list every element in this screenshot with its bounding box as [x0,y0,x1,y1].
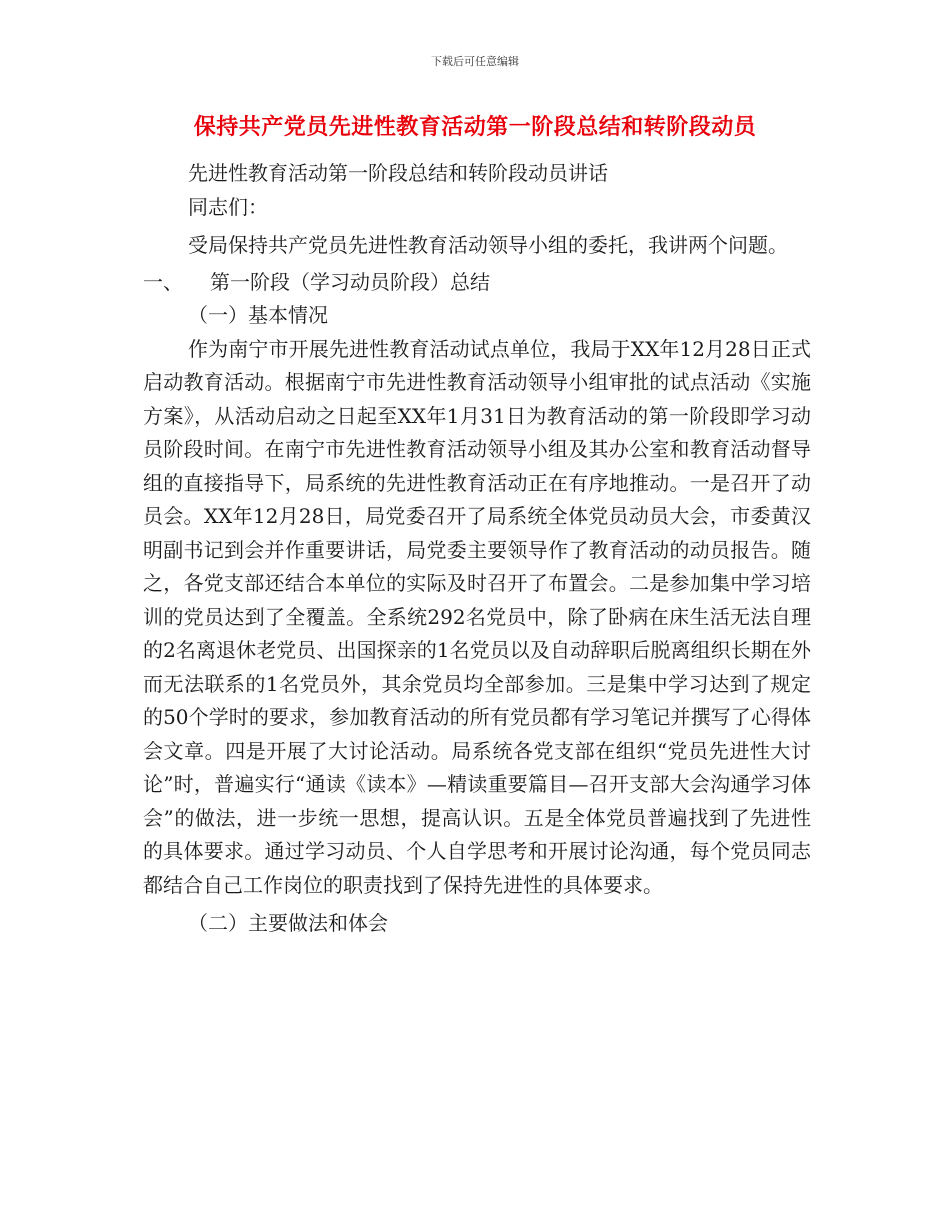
section-heading-1 [143,266,811,300]
body-paragraph-1: 作为南宁市开展先进性教育活动试点单位，我局于XX年12月28日正式启动教育活动。根据南宁市先进性教育活动领导小组审批的试点活动《实施方案》，从活动启动之日起至XX年1月31日为教育活动的第一阶段即学习动员阶段时间。在南宁市先进性教育活动领导小组及其办公室和教育活动督导组的直接指导下，局系统的先进性教育活动正在有序地推动。一是召开了动员会。XX年12月28日，局党委召开了局系统全体党员动员大会，市委黄汉明副书记到会并作重要讲话，局党委主要领导作了教育活动的动员报告。随之，各党支部还结合本单位的实际及时召开了布置会。二是参加集中学习培训的党员达到了全覆盖。全系统292名党员中，除了卧病在床生活无法自理的2名离退休老党员、出国探亲的1名党员以及自动辞职后脱离组织长期在外而无法联系的1名党员外，其余党员均全部参加。三是集中学习达到了规定的50个学时的要求，参加教育活动的所有党员都有学习笔记并撰写了心得体会文章。四是开展了大讨论活动。局系统各党支部在组织“党员先进性大讨论”时，普遍实行“通读《读本》—精读重要篇目—召开支部大会沟通学习体会”的做法，进一步统一思想，提高认识。五是全体党员普遍找到了先进性的具体要求。通过学习动员、个人自学思考和开展讨论沟通，每个党员同志都结合自己工作岗位的职责找到了保持先进性的具体要求。 [143,336,811,897]
document-title: 保持共产党员先进性教育活动第一阶段总结和转阶段动员 [193,115,757,140]
subsection-heading-1: （一）基本情况 [188,303,328,327]
salutation: 同志们： [188,194,268,219]
subsection-heading-2: （二）主要做法和体会 [188,911,388,935]
header-note: 下载后可任意编辑 [431,55,519,68]
intro-paragraph: 受局保持共产党员先进性教育活动领导小组的委托，我讲两个问题。 [188,233,788,257]
subtitle-line: 先进性教育活动第一阶段总结和转阶段动员讲话 [188,161,608,185]
section-title: 第一阶段（学习动员阶段）总结 [210,269,490,294]
section-number: 一、 [143,269,183,294]
document-body [143,157,811,941]
